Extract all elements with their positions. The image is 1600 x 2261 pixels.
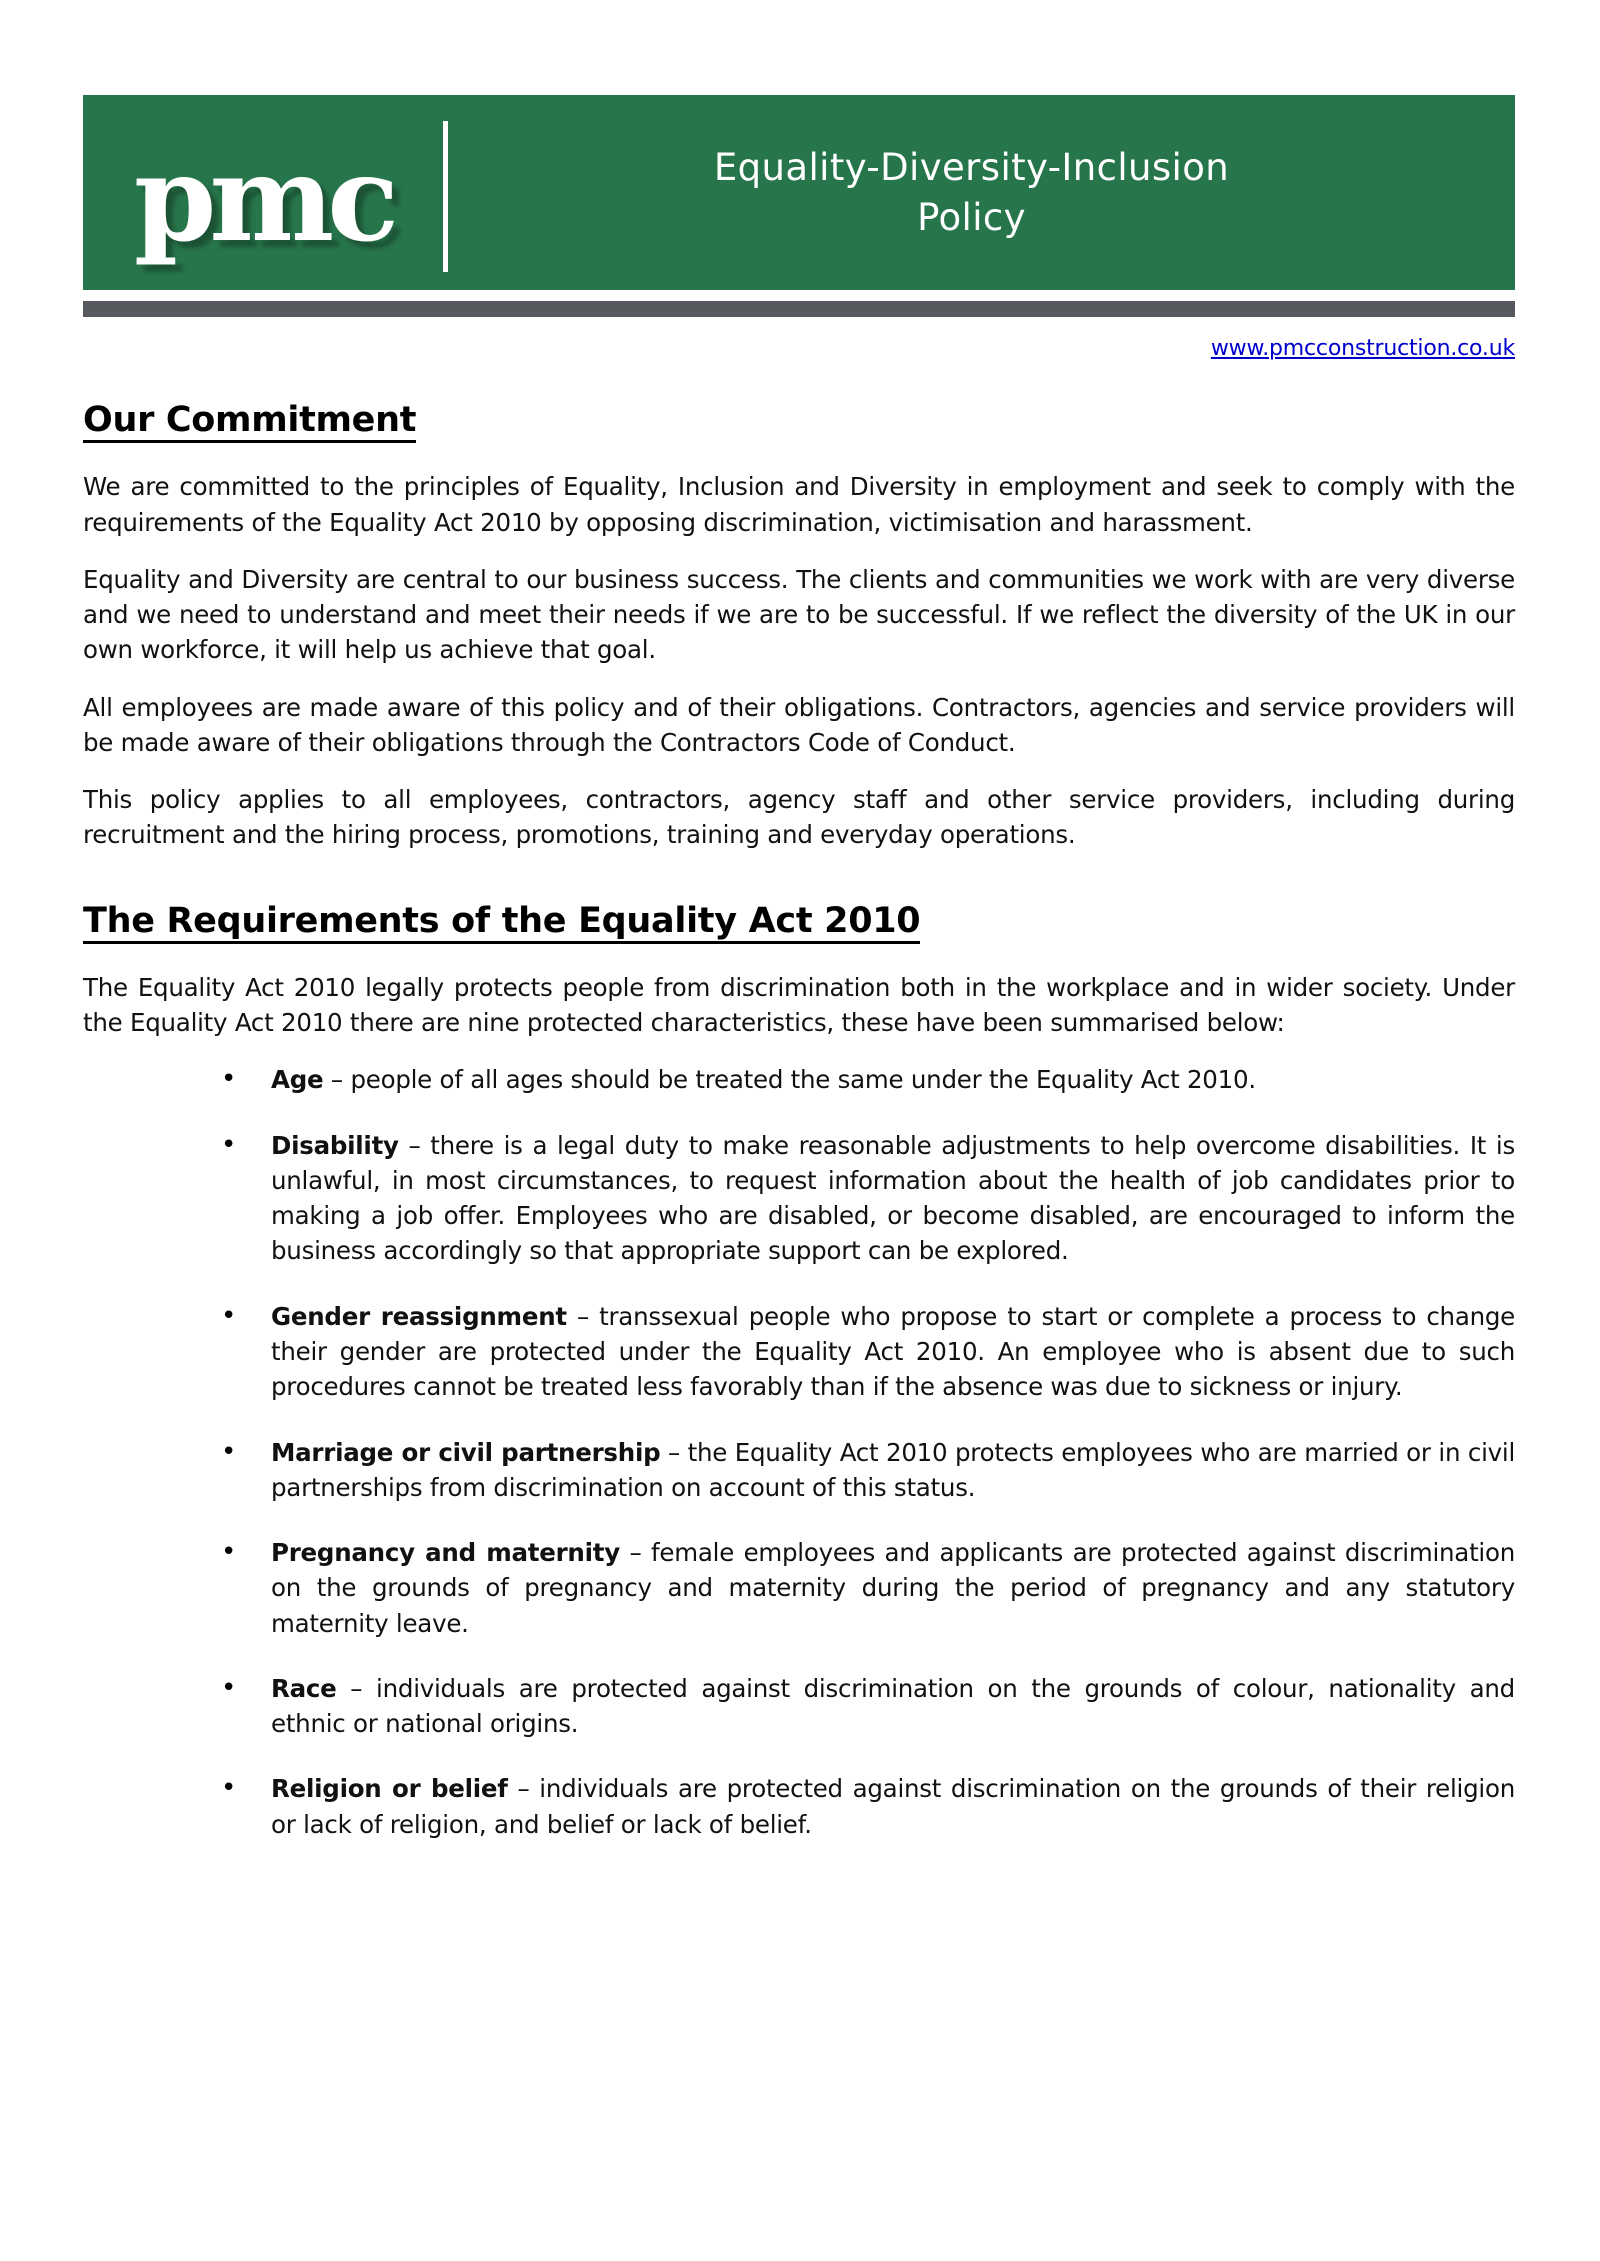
characteristic-description: – individuals are protected against discrimination on the grounds of colour, nationality and ethnic or national origins.	[271, 1673, 1515, 1739]
characteristic-term: Race	[271, 1673, 337, 1703]
characteristic-description: – female employees and applicants are protected against discrimination on the grounds of pregnancy and maternity during the period of pregnancy and any statutory maternity leave.	[271, 1538, 1515, 1638]
characteristic-term: Marriage or civil partnership	[271, 1437, 661, 1467]
header-banner	[83, 95, 1515, 290]
characteristic-term: Disability	[271, 1130, 399, 1160]
paragraph-commitment-2: Equality and Diversity are central to our business success. The clients and communities we work with are very diverse and we need to understand and meet their needs if we are to be successful. If we reflect the diversity of the UK in our own workforce, it will help us achieve that goal.	[83, 564, 1515, 665]
list-item	[213, 1671, 1515, 1742]
characteristic-term: Religion or belief	[271, 1774, 508, 1804]
list-item	[213, 1299, 1515, 1405]
characteristic-term: Age	[271, 1065, 324, 1095]
characteristic-description: – the Equality Act 2010 protects employees who are married or in civil partnerships from discrimination on account of this status.	[271, 1437, 1516, 1502]
title-line-primary: Equality-Diversity-Inclusion	[713, 145, 1230, 189]
company-logo	[83, 95, 443, 290]
document-body	[83, 400, 1515, 1872]
section-heading-requirements: The Requirements of the Equality Act 2010	[83, 901, 920, 944]
document-header	[83, 95, 1515, 317]
list-item	[213, 1435, 1515, 1506]
document-title	[448, 95, 1515, 290]
protected-characteristics-list	[213, 1062, 1515, 1842]
characteristic-term: Pregnancy and maternity	[271, 1538, 620, 1568]
logo-wordmark: pmc	[133, 129, 393, 269]
list-item	[213, 1128, 1515, 1269]
paragraph-commitment-1: We are committed to the principles of Equality, Inclusion and Diversity in employment and seek to comply with the requirements of the Equality Act 2010 by opposing discrimination, victimisation and harassment.	[83, 472, 1515, 537]
characteristic-description: – people of all ages should be treated the same under the Equality Act 2010.	[323, 1065, 1256, 1095]
characteristic-description: – individuals are protected against discrimination on the grounds of their religion or lack of religion, and belief or lack of belief.	[271, 1774, 1515, 1839]
header-gray-rule	[83, 301, 1515, 317]
characteristic-description: – transsexual people who propose to start or complete a process to change their gender are protected under the Equality Act 2010. An employee who is absent due to such procedures cannot be treated less favorably than if the absence was due to sickness or injury.	[271, 1301, 1515, 1402]
title-line-secondary: Policy	[917, 195, 1026, 239]
section-heading-commitment: Our Commitment	[83, 400, 416, 443]
paragraph-requirements-intro: The Equality Act 2010 legally protects people from discrimination both in the workplace and in wider society. Under the Equality Act 2010 there are nine protected characteristics, these have been summarised below:	[83, 972, 1515, 1038]
section-our-commitment	[83, 400, 1515, 469]
website-link[interactable]: www.pmcconstruction.co.uk	[1210, 336, 1515, 361]
website-url-row	[83, 336, 1515, 361]
paragraph-commitment-3: All employees are made aware of this policy and of their obligations. Contractors, agencies and service providers will be made aware of their obligations through the Contractors Code of Conduct.	[83, 692, 1515, 757]
characteristic-term: Gender reassignment	[271, 1301, 567, 1331]
paragraph-commitment-4: This policy applies to all employees, contractors, agency staff and other service providers, including during recruitment and the hiring process, promotions, training and everyday operations.	[83, 785, 1515, 850]
list-item	[213, 1062, 1515, 1097]
banner-white-gap	[83, 290, 1515, 301]
characteristic-description: – there is a legal duty to make reasonable adjustments to help overcome disabilities. It is unlawful, in most circumstances, to request information about the health of job candidates prior to making a job offer. Employees who are disabled, or become disabled, are encouraged to inform the business accordingly so that appropriate support can be explored.	[271, 1130, 1515, 1266]
list-item	[213, 1771, 1515, 1842]
list-item	[213, 1535, 1515, 1641]
section-equality-act-requirements	[83, 901, 1515, 970]
